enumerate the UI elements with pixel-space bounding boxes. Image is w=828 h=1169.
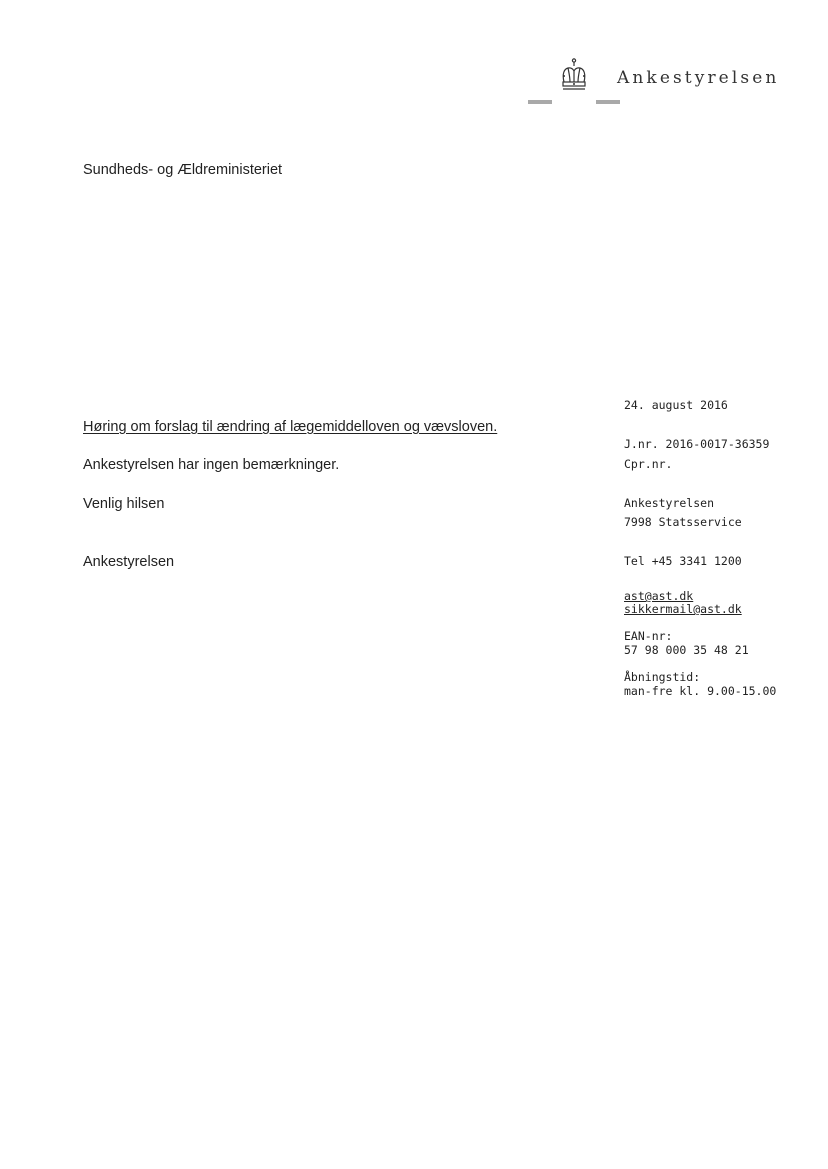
cpr-number: Cpr.nr. [624,457,673,471]
letter-date: 24. august 2016 [624,398,728,412]
logo-bar-right [596,100,620,104]
email-link[interactable]: ast@ast.dk [624,589,694,603]
ean-value: 57 98 000 35 48 21 [624,643,749,657]
agency-logo [528,58,808,108]
phone-number: Tel +45 3341 1200 [624,554,742,568]
letter-subject: Høring om forslag til ændring af lægemiddelloven og vævsloven. [83,419,498,435]
logo-wordmark: Ankestyrelsen [617,68,780,88]
opening-hours-label: Åbningstid: [624,670,701,684]
opening-hours-value: man-fre kl. 9.00-15.00 [624,684,777,698]
journal-number: J.nr. 2016-0017-36359 [624,437,770,451]
letter-statement: Ankestyrelsen har ingen bemærkninger. [83,457,340,473]
logo-bar-left [528,100,552,104]
signature-name: Ankestyrelsen [83,554,175,570]
ean-label: EAN-nr: [624,629,673,643]
recipient-name: Sundheds- og Ældreministeriet [83,162,283,178]
secure-email-link[interactable]: sikkermail@ast.dk [624,602,742,616]
closing-greeting: Venlig hilsen [83,496,165,512]
crown-icon [558,58,590,92]
sender-address: 7998 Statsservice [624,515,742,529]
sender-org: Ankestyrelsen [624,496,715,510]
